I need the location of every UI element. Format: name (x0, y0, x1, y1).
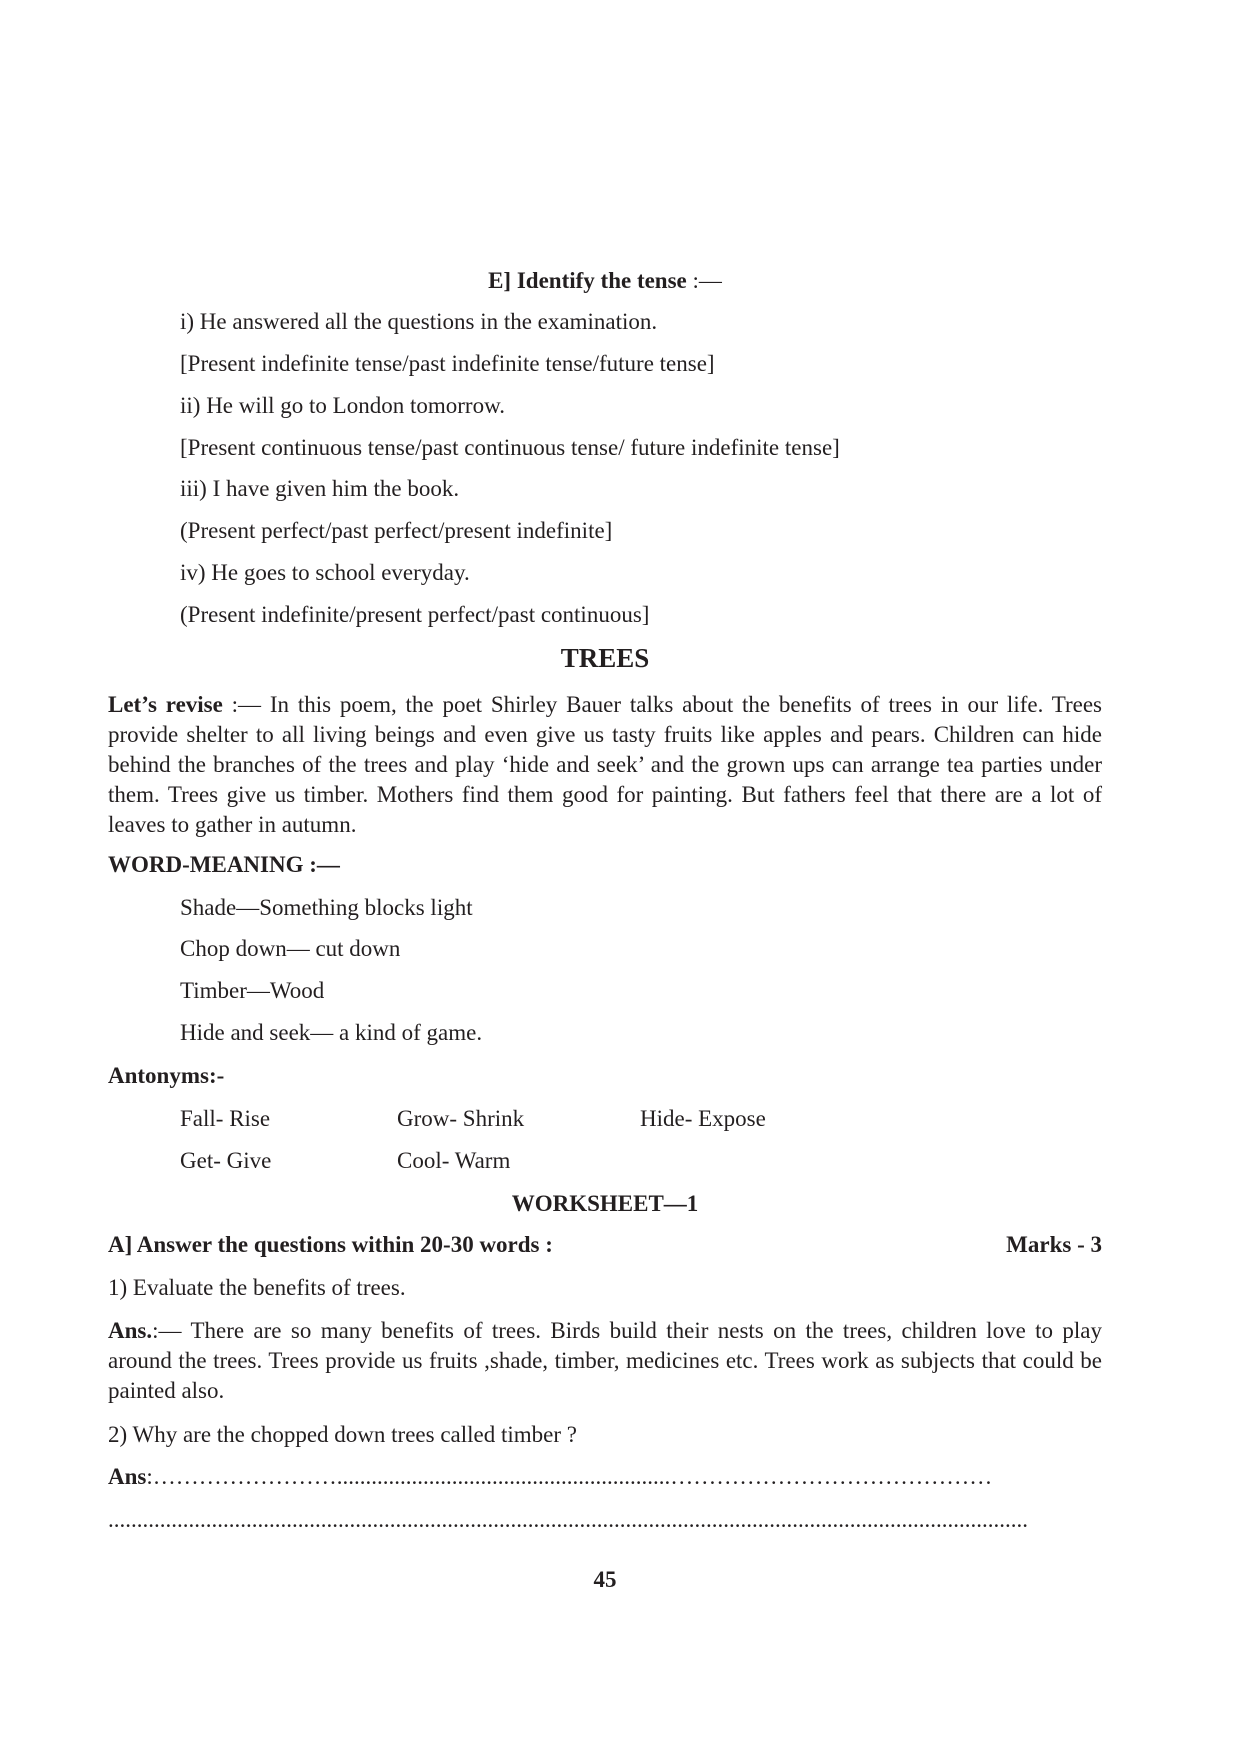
lets-revise-paragraph (108, 690, 1102, 840)
tense-item-1: i) He answered all the questions in the examination. (180, 309, 658, 334)
section-e-title: E] Identify the tense (488, 268, 687, 293)
section-a-heading (108, 1230, 1102, 1260)
antonym-pair: Fall- Rise (180, 1106, 271, 1131)
word-meaning-item: Hide and seek— a kind of game. (180, 1020, 483, 1045)
word-meaning-item: Chop down— cut down (180, 936, 401, 961)
tense-options-4: (Present indefinite/present perfect/past continuous] (180, 602, 650, 627)
tense-options-3: (Present perfect/past perfect/present indefinite] (180, 518, 613, 543)
word-meaning-title: WORD-MEANING :— (108, 852, 340, 877)
worksheet-title: WORKSHEET—1 (511, 1191, 699, 1216)
tense-options-2: [Present continuous tense/past continuous tense/ future indefinite tense] (180, 435, 840, 460)
section-e-title-suffix: :— (686, 268, 722, 293)
tense-item-4: iv) He goes to school everyday. (180, 560, 470, 585)
answer-2-line (108, 1462, 1102, 1492)
antonym-pair: Hide- Expose (640, 1106, 766, 1131)
page-number: 45 (593, 1567, 617, 1592)
lets-revise-text: :— In this poem, the poet Shirley Bauer talks about the benefits of trees in our life. Trees provide shelter to all living beings and even give us tasty fruits like apples and pears. Children can hide behind the branches of the trees and play ‘hide and seek’ and the grown ups can arrange tea parties under them. Trees give us timber. Mothers find them good for painting. But fathers feel that there are a lot of leaves to gather in autumn. (108, 692, 1103, 837)
answer-blank-line: ................................................................................................................................................................ (108, 1507, 1028, 1532)
answer-2-blank: :……………………..........................................................…………………………………… (146, 1464, 993, 1489)
tense-options-1: [Present indefinite tense/past indefinite tense/future tense] (180, 351, 715, 376)
antonym-pair: Cool- Warm (397, 1148, 511, 1173)
word-meaning-item: Timber—Wood (180, 978, 325, 1003)
answer-label: Ans. (108, 1318, 153, 1343)
section-e-heading (108, 266, 1102, 296)
word-meaning-item: Shade—Something blocks light (180, 895, 473, 920)
antonym-pair: Get- Give (180, 1148, 272, 1173)
tense-item-3: iii) I have given him the book. (180, 476, 460, 501)
section-a-title: A] Answer the questions within 20-30 words : (108, 1232, 553, 1257)
lets-revise-label: Let’s revise (108, 692, 223, 717)
antonym-pair: Grow- Shrink (397, 1106, 525, 1131)
answer-label: Ans (108, 1464, 147, 1489)
answer-1-text: :— There are so many benefits of trees. Birds build their nests on the trees, children love to play around the trees. Trees provide us fruits ,shade, timber, medicines etc. Trees work as subjects that could be painted also. (108, 1318, 1102, 1403)
question-1: 1) Evaluate the benefits of trees. (108, 1275, 406, 1300)
question-2: 2) Why are the chopped down trees called timber ? (108, 1422, 577, 1447)
answer-1-paragraph (108, 1316, 1102, 1406)
antonyms-title: Antonyms:- (108, 1063, 225, 1088)
marks-label: Marks - 3 (1006, 1232, 1102, 1257)
tense-item-2: ii) He will go to London tomorrow. (180, 393, 505, 418)
trees-title: TREES (560, 643, 650, 673)
